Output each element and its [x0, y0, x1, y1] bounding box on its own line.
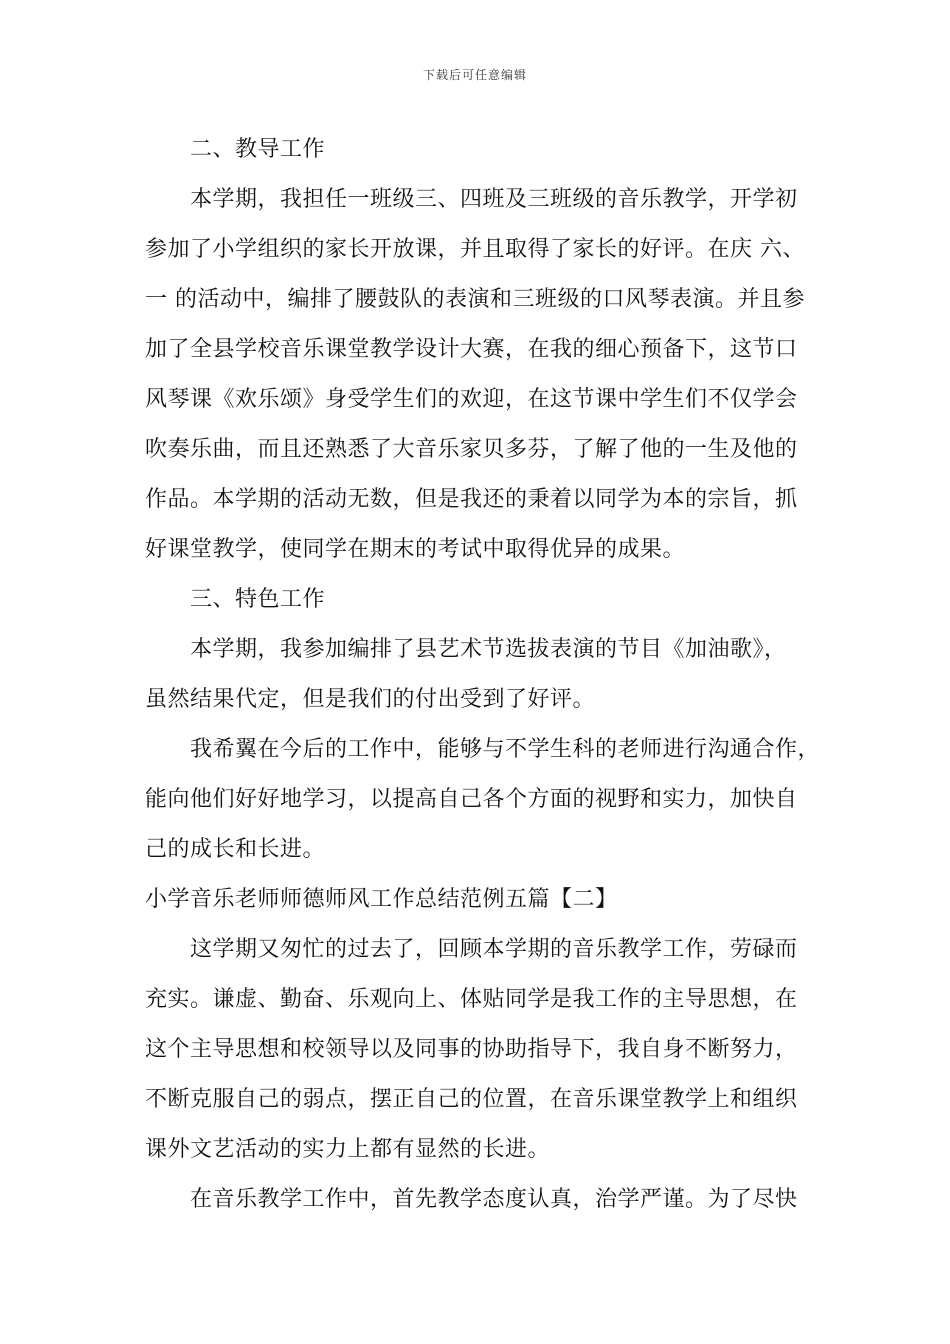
- paragraph-line: 在音乐教学工作中，首先教学态度认真，治学严谨。为了尽快: [190, 1187, 798, 1212]
- paragraph-line: 己的成长和长进。: [145, 837, 326, 862]
- paragraph-line: 这学期又匆忙的过去了，回顾本学期的音乐教学工作，劳碌而: [190, 937, 798, 962]
- paragraph-line: 不断克服自己的弱点，摆正自己的位置，在音乐课堂教学上和组织: [145, 1087, 798, 1112]
- document-body: [145, 125, 825, 1225]
- header-note: 下载后可任意编辑: [422, 68, 527, 82]
- paragraph-line: 加了全县学校音乐课堂教学设计大赛，在我的细心预备下，这节口: [145, 337, 798, 362]
- paragraph-line: 参加了小学组织的家长开放课，并且取得了家长的好评。在庆 六、: [145, 237, 805, 262]
- paragraph-line: 课外文艺活动的实力上都有显然的长进。: [145, 1137, 551, 1162]
- paragraph-line: 本学期，我担任一班级三、四班及三班级的音乐教学，开学初: [190, 187, 798, 212]
- article-title: 小学音乐老师师德师风工作总结范例五篇【二】: [145, 887, 618, 912]
- paragraph-line: 一 的活动中，编排了腰鼓队的表演和三班级的口风琴表演。并且参: [145, 287, 805, 312]
- section-heading: 二、教导工作: [190, 137, 326, 162]
- paragraph-line: 能向他们好好地学习，以提高自己各个方面的视野和实力，加快自: [145, 787, 798, 812]
- paragraph-line: 虽然结果代定，但是我们的付出受到了好评。: [145, 687, 596, 712]
- paragraph-line: 作品。本学期的活动无数，但是我还的秉着以同学为本的宗旨，抓: [145, 487, 798, 512]
- paragraph-line: 吹奏乐曲，而且还熟悉了大音乐家贝多芬，了解了他的一生及他的: [145, 437, 798, 462]
- section-heading: 三、特色工作: [190, 587, 326, 612]
- paragraph-line: 风琴课《欢乐颂》身受学生们的欢迎，在这节课中学生们不仅学会: [145, 387, 798, 412]
- paragraph-line: 这个主导思想和校领导以及同事的协助指导下，我自身不断努力，: [145, 1037, 798, 1062]
- paragraph-line: 我希翼在今后的工作中，能够与不学生科的老师进行沟通合作，: [190, 737, 821, 762]
- paragraph-line: 本学期，我参加编排了县艺术节选拔表演的节目《加油歌》，: [190, 637, 787, 662]
- paragraph-line: 充实。谦虚、勤奋、乐观向上、体贴同学是我工作的主导思想，在: [145, 987, 798, 1012]
- paragraph-line: 好课堂教学，使同学在期末的考试中取得优异的成果。: [145, 537, 686, 562]
